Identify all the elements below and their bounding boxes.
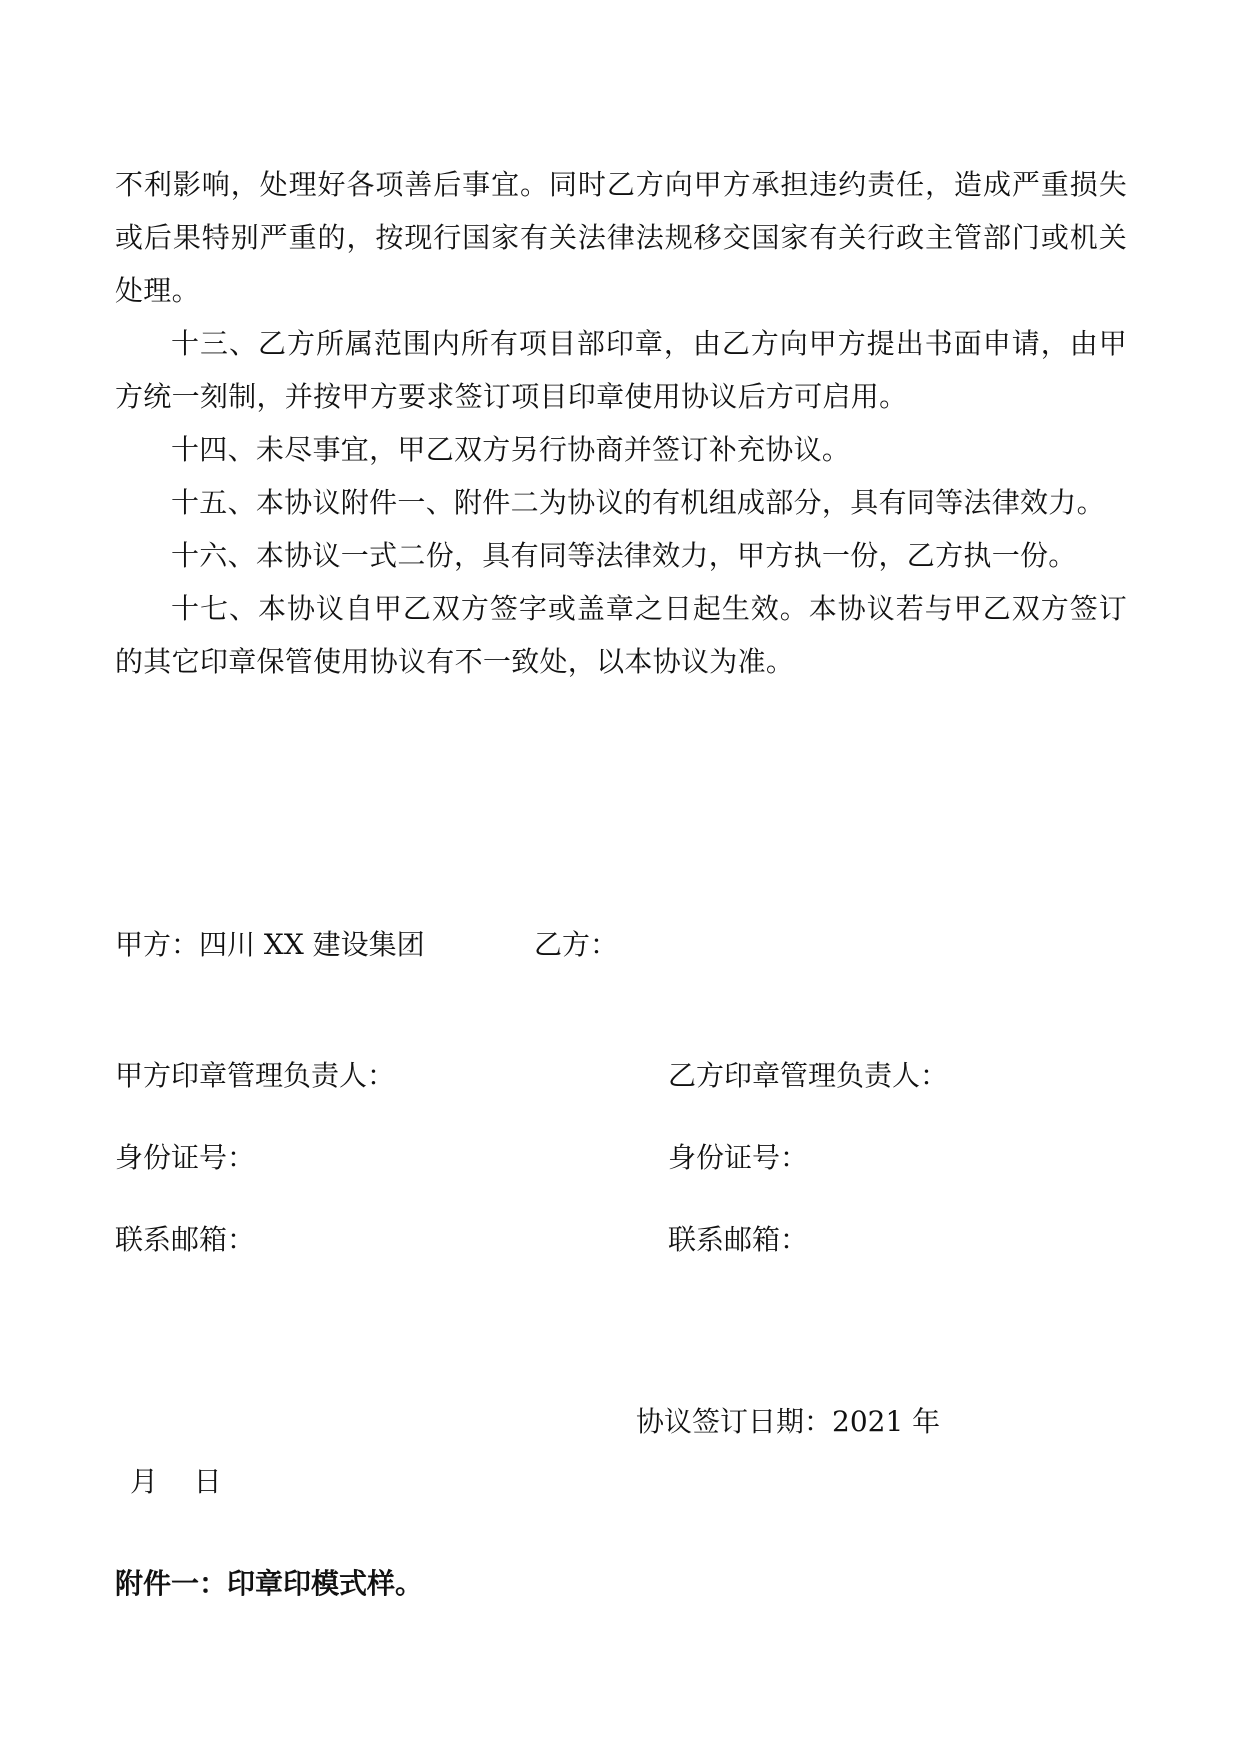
signing-date: 协议签订日期：2021 年 bbox=[636, 1405, 941, 1438]
agreement-body bbox=[115, 158, 1127, 688]
signing-date-month-day: 月 日 bbox=[130, 1465, 222, 1498]
party-b-id-number: 身份证号： bbox=[668, 1141, 809, 1174]
party-b-name: 乙方： bbox=[534, 928, 619, 961]
party-b-email: 联系邮箱： bbox=[668, 1223, 809, 1256]
paragraph-clause-14: 十四、未尽事宜，甲乙双方另行协商并签订补充协议。 bbox=[171, 433, 851, 466]
party-a-id-number: 身份证号： bbox=[115, 1141, 256, 1174]
paragraph-clause-15: 十五、本协议附件一、附件二为协议的有机组成部分，具有同等法律效力。 bbox=[171, 486, 1105, 519]
paragraph-clause-13: 十三、乙方所属范围内所有项目部印章，由乙方向甲方提出书面申请，由甲方统一刻制，并按甲方要求签订项目印章使用协议后方可启用。 bbox=[115, 327, 1127, 413]
paragraph-continuation: 不利影响，处理好各项善后事宜。同时乙方向甲方承担违约责任，造成严重损失或后果特别严重的，按现行国家有关法律法规移交国家有关行政主管部门或机关处理。 bbox=[115, 168, 1127, 307]
attachment-heading: 附件一：印章印模式样。 bbox=[115, 1567, 424, 1600]
party-a-name: 甲方：四川 XX 建设集团 bbox=[115, 928, 425, 961]
party-a-seal-manager: 甲方印章管理负责人： bbox=[115, 1059, 396, 1092]
party-b-seal-manager: 乙方印章管理负责人： bbox=[668, 1059, 949, 1092]
paragraph-clause-16: 十六、本协议一式二份，具有同等法律效力，甲方执一份，乙方执一份。 bbox=[171, 539, 1077, 572]
paragraph-clause-17: 十七、本协议自甲乙双方签字或盖章之日起生效。本协议若与甲乙双方签订的其它印章保管使用协议有不一致处，以本协议为准。 bbox=[115, 592, 1127, 678]
party-a-email: 联系邮箱： bbox=[115, 1223, 256, 1256]
